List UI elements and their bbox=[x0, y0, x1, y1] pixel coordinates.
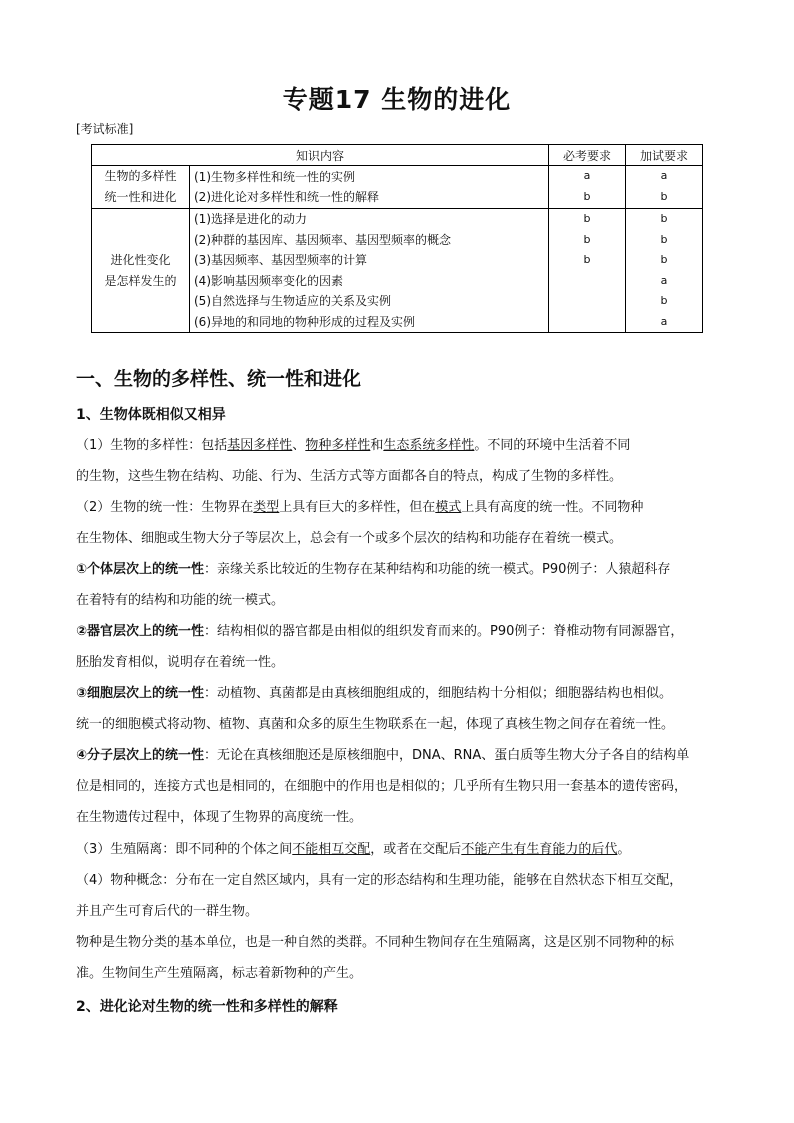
subsection-heading: 2、进化论对生物的统一性和多样性的解释 bbox=[76, 999, 338, 1015]
group-name bbox=[92, 166, 190, 209]
extra-value: b bbox=[660, 253, 668, 266]
underlined-answer: 生态系统多样性 bbox=[383, 438, 475, 453]
paragraph-individual-level: ①个体层次上的统一性：亲缘关系比较近的生物存在某种结构和功能的统一模式。P90例子：人猿超科存 在着特有的结构和功能的统一模式。 bbox=[76, 562, 671, 608]
required-cell bbox=[549, 166, 626, 209]
paragraph-diversity: （1）生物的多样性：包括基因多样性、物种多样性和生态系统多样性。不同的环境中生活着不同 的生物，这些生物在结构、功能、行为、生活方式等方面都各自的特点，构成了生物的多样性。 bbox=[76, 438, 631, 484]
item-text: (6)异地的和同地的物种形成的过程及实例 bbox=[194, 314, 415, 329]
extra-value: b bbox=[660, 212, 668, 225]
group-name-line: 生物的多样性 bbox=[104, 169, 177, 183]
group-name bbox=[92, 209, 190, 333]
underlined-answer: 不能相互交配 bbox=[292, 842, 371, 857]
item-text: (2)进化论对多样性和统一性的解释 bbox=[194, 190, 379, 204]
required-value: a bbox=[583, 169, 591, 182]
underlined-answer: 不能产生有生育能力的后代 bbox=[461, 842, 618, 857]
standard-table bbox=[91, 144, 703, 333]
required-cell bbox=[549, 209, 626, 333]
underlined-answer: 模式 bbox=[435, 500, 462, 515]
underlined-answer: 类型 bbox=[253, 500, 280, 515]
underlined-answer: 基因多样性 bbox=[227, 438, 293, 453]
subsection-heading: 1、生物体既相似又相异 bbox=[76, 407, 226, 423]
header-extra: 加试要求 bbox=[626, 145, 703, 166]
page-title: 专题17 生物的进化 bbox=[282, 85, 512, 114]
extra-value: b bbox=[660, 189, 668, 203]
underlined-answer: 物种多样性 bbox=[305, 438, 371, 453]
standard-label: [考试标准] bbox=[76, 122, 134, 136]
paragraph-reproductive-isolation: （3）生殖隔离：即不同种的个体之间不能相互交配，或者在交配后不能产生有生育能力的后代。 bbox=[76, 842, 631, 857]
item-text: (3)基因频率、基因型频率的计算 bbox=[194, 253, 367, 267]
paragraph-unity: （2）生物的统一性：生物界在类型上具有巨大的多样性，但在模式上具有高度的统一性。不同物种 在生物体、细胞或生物大分子等层次上，总会有一个或多个层次的结构和功能存在着统一模式。 bbox=[76, 500, 644, 546]
paragraph-species-concept: （4）物种概念：分布在一定自然区域内，具有一定的形态结构和生理功能，能够在自然状态下相互交配， 并且产生可育后代的一群生物。 bbox=[76, 873, 683, 919]
paragraph-cell-level: ③细胞层次上的统一性：动植物、真菌都是由真核细胞组成的，细胞结构十分相似；细胞器结构也相似。 统一的细胞模式将动物、植物、真菌和众多的原生生物联系在一起，体现了真核生物之间存在着统一性。 bbox=[76, 686, 675, 732]
required-value bbox=[553, 312, 621, 333]
extra-value: b bbox=[660, 232, 668, 246]
table-header-row bbox=[92, 145, 703, 166]
extra-cell bbox=[626, 166, 703, 209]
required-value: b bbox=[583, 232, 591, 246]
group-name-line: 是怎样发生的 bbox=[104, 273, 177, 288]
item-text: (5)自然选择与生物适应的关系及实例 bbox=[194, 294, 391, 308]
required-value: b bbox=[583, 189, 591, 203]
extra-value: a bbox=[660, 314, 668, 328]
paragraph-species-note: 物种是生物分类的基本单位，也是一种自然的类群。不同种生物间存在生殖隔离，这是区别不同物种的标 准。生物间生产生殖隔离，标志着新物种的产生。 bbox=[76, 935, 675, 981]
section-heading: 一、生物的多样性、统一性和进化 bbox=[76, 368, 362, 390]
table-row bbox=[92, 209, 703, 333]
paragraph-organ-level: ②器官层次上的统一性：结构相似的器官都是由相似的组织发育而来的。P90例子：脊椎动物有同源器官， 胚胎发育相似，说明存在着统一性。 bbox=[76, 624, 684, 670]
header-required: 必考要求 bbox=[549, 145, 626, 166]
group-items bbox=[190, 209, 549, 333]
item-text: (1)选择是进化的动力 bbox=[194, 212, 307, 226]
extra-value: b bbox=[660, 294, 668, 307]
extra-value: a bbox=[660, 273, 668, 287]
item-text: (1)生物多样性和统一性的实例 bbox=[194, 169, 355, 184]
item-text: (4)影响基因频率变化的因素 bbox=[194, 273, 343, 288]
paragraph-molecular-level: ④分子层次上的统一性：无论在真核细胞还是原核细胞中，DNA、RNA、蛋白质等生物大分子各自的结构单 位是相同的，连接方式也是相同的，在细胞中的作用也是相似的；几乎所有生物只用一套基本的遗传密码， 在生物遗传过程中，体现了生物界的高度统一性。 bbox=[76, 748, 690, 825]
required-value bbox=[553, 291, 621, 312]
extra-value: a bbox=[660, 169, 668, 182]
extra-cell bbox=[626, 209, 703, 333]
required-value bbox=[553, 271, 621, 292]
table-row bbox=[92, 166, 703, 209]
group-name-line: 统一性和进化 bbox=[104, 190, 177, 204]
item-text: (2)种群的基因库、基因频率、基因型频率的概念 bbox=[194, 232, 451, 247]
required-value: b bbox=[583, 253, 591, 266]
required-value: b bbox=[583, 212, 591, 225]
group-name-line: 进化性变化 bbox=[110, 252, 171, 267]
header-knowledge: 知识内容 bbox=[92, 145, 549, 166]
group-items bbox=[190, 166, 549, 209]
